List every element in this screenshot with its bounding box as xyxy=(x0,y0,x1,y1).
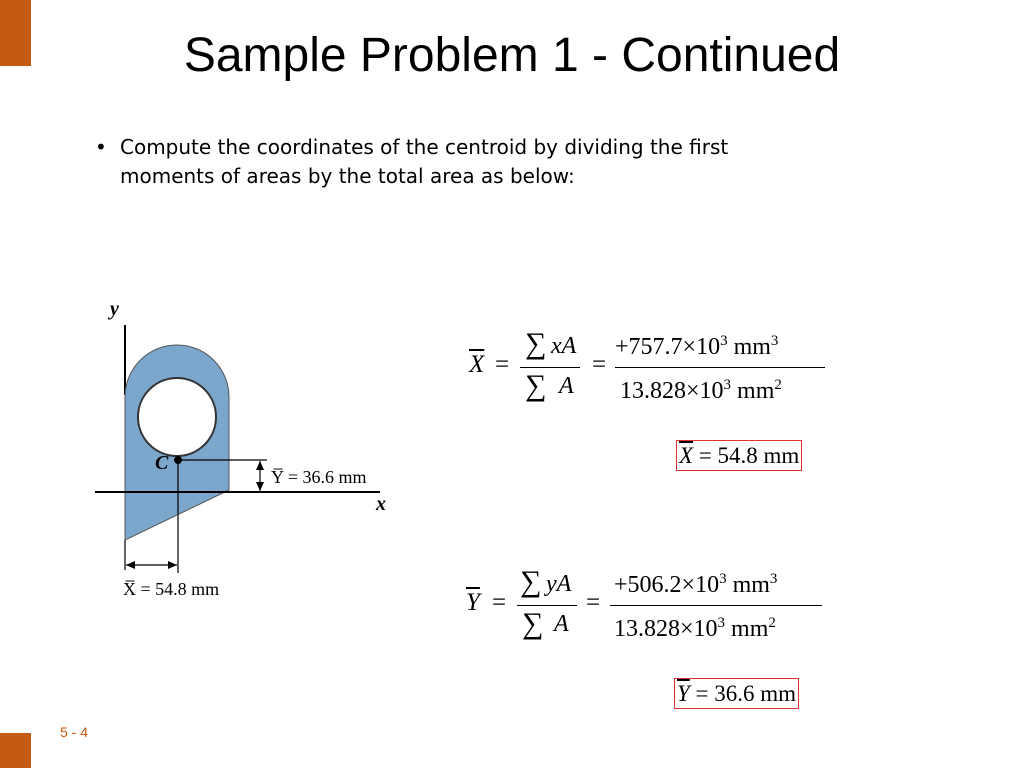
xbar-arrow-left xyxy=(126,561,135,569)
fraction-bar xyxy=(517,605,577,606)
hole-circle xyxy=(138,378,216,456)
slide-title: Sample Problem 1 - Continued xyxy=(183,29,841,82)
bullet-text: Compute the coordinates of the centroid by dividing the first moments of areas by the total area as below: xyxy=(120,135,729,188)
result-x-symbol: $\overline{X}$ xyxy=(679,443,694,468)
centroid-label: C xyxy=(155,452,169,474)
result-y-box xyxy=(674,678,799,709)
bullet-dot-icon: • xyxy=(95,135,107,159)
numerator-term: yA xyxy=(546,571,572,597)
denominator-term: A xyxy=(559,373,574,399)
denominator-term: A xyxy=(554,611,569,637)
ybar-dimension-label: Y̅ = 36.6 mm xyxy=(271,467,367,487)
fraction-bar xyxy=(615,367,825,368)
fraction-bar xyxy=(610,605,822,606)
equals-sign: = xyxy=(592,351,607,378)
ybar-arrow-bottom xyxy=(256,482,264,491)
equation-y xyxy=(462,563,832,648)
result-x-box xyxy=(676,440,802,471)
equals-sign: = xyxy=(586,589,601,616)
page-number: 5 - 4 xyxy=(60,724,89,740)
rhs-numerator: $+506.2\times 10^3$ $mm^3$ xyxy=(614,571,778,598)
result-x-value: = 54.8 mm xyxy=(698,443,800,468)
fraction-bar xyxy=(520,367,580,368)
y-axis-label: y xyxy=(110,298,119,320)
ybar-arrow-top xyxy=(256,461,264,470)
result-y-value: = 36.6 mm xyxy=(695,681,797,706)
centroid-figure xyxy=(95,295,395,605)
numerator-term: xA xyxy=(551,333,577,359)
rhs-denominator: $13.828\times 10^3$ $mm^2$ xyxy=(614,615,776,642)
equation-x xyxy=(465,325,835,410)
sum-icon: ∑ xyxy=(522,607,544,640)
result-y-symbol: $\overline{Y}$ xyxy=(677,681,690,706)
xbar-symbol: $\overline{X}$ xyxy=(469,351,485,378)
rhs-numerator: $+757.7\times 10^3$ $mm^3$ xyxy=(615,333,779,360)
equals-sign: = xyxy=(495,351,510,378)
sum-icon: ∑ xyxy=(520,565,542,598)
ybar-symbol: $\overline{Y}$ xyxy=(466,589,480,616)
sum-icon: ∑ xyxy=(525,369,547,402)
equals-sign: = xyxy=(492,589,507,616)
accent-bar-bottom xyxy=(0,733,31,768)
x-axis-label: x xyxy=(376,493,386,515)
sum-icon: ∑ xyxy=(525,327,547,360)
xbar-arrow-right xyxy=(168,561,177,569)
rhs-denominator: $13.828\times 10^3$ $mm^2$ xyxy=(620,377,782,404)
xbar-dimension-label: X̅ = 54.8 mm xyxy=(123,579,220,599)
